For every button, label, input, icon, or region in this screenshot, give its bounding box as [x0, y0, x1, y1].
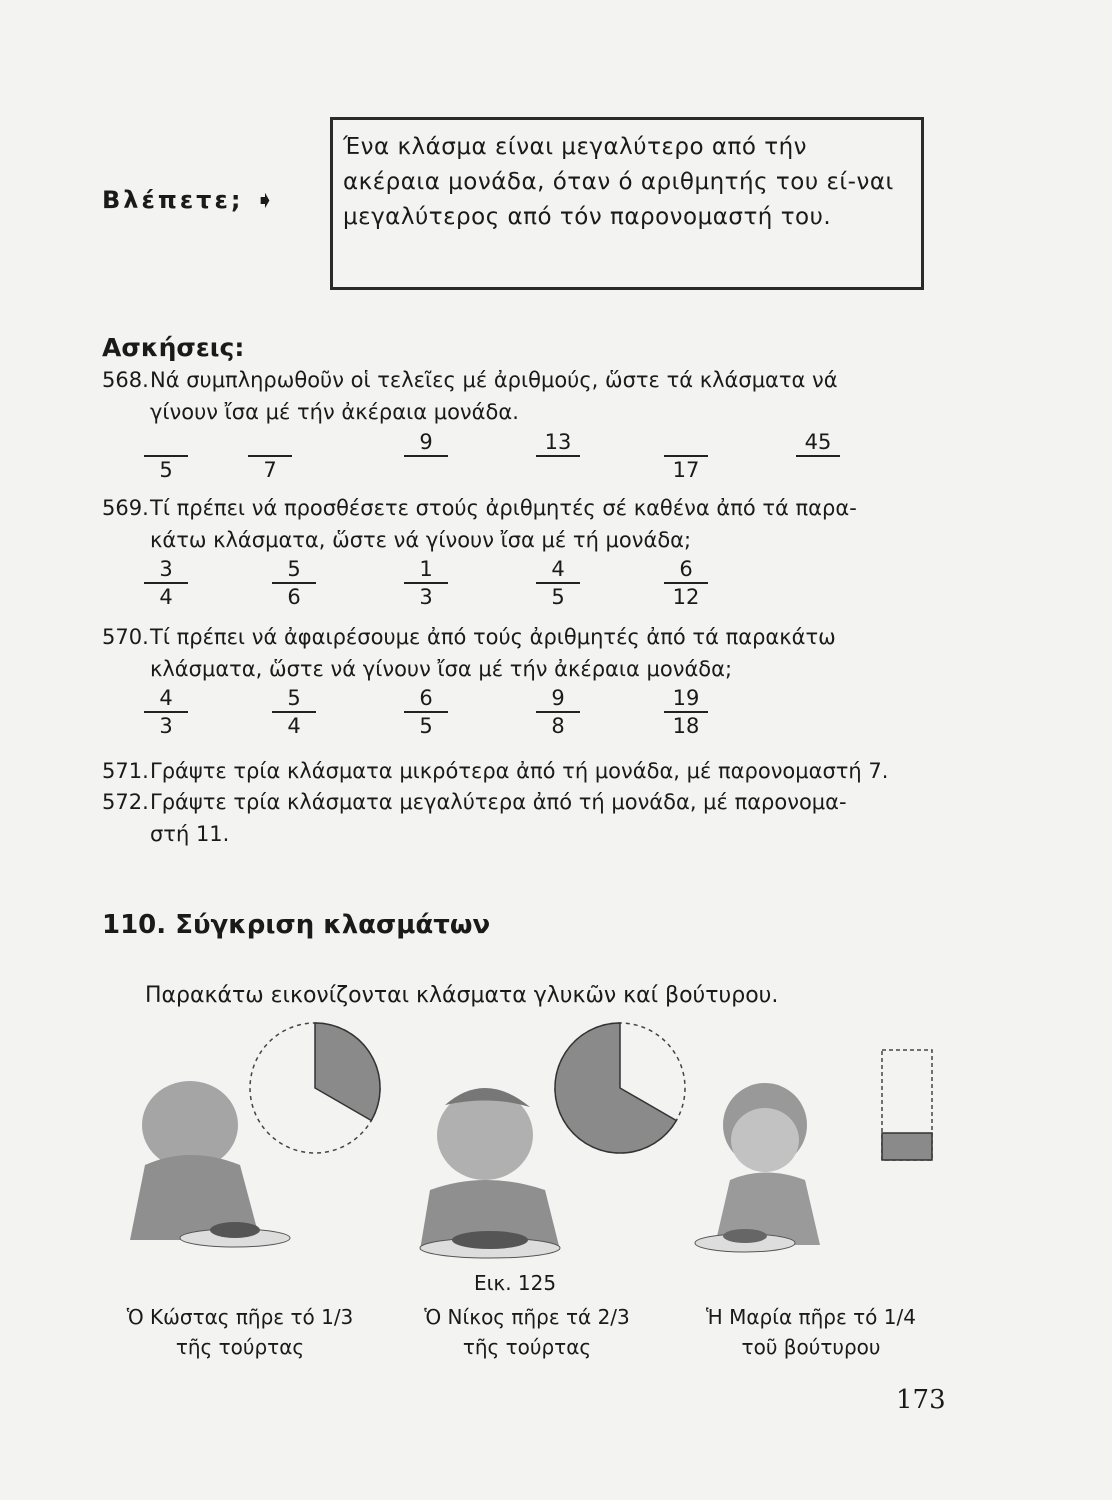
fraction: 6 5: [404, 686, 448, 738]
arrow-icon: ➧: [254, 186, 278, 214]
section-title: 110. Σύγκριση κλασμάτων: [102, 910, 491, 940]
exercise-571: 571.Γράψτε τρία κλάσματα μικρότερα ἀπό τή μονάδα, μέ παρονομαστή 7.: [102, 759, 889, 783]
fraction: 4 5: [536, 557, 580, 609]
maria-child-icon: [695, 1083, 820, 1252]
caption-nikos: Ὁ Νίκος πῆρε τά 2/3 τῆς τούρτας: [424, 1305, 630, 1359]
fraction: 9: [404, 430, 448, 482]
fraction: 4 3: [144, 686, 188, 738]
section-intro: Παρακάτω εικονίζονται κλάσματα γλυκῶν καί βούτυρου.: [145, 983, 779, 1008]
exercises-heading: Ασκήσεις:: [102, 333, 245, 362]
fraction: 7: [248, 430, 292, 482]
cake-one-third-icon: [250, 1023, 380, 1153]
fraction: 3 4: [144, 557, 188, 609]
fraction: 19 18: [664, 686, 708, 738]
exercise-572: 572.Γράψτε τρία κλάσματα μεγαλύτερα ἀπό τή μονάδα, μέ παρονομα- στή 11.: [102, 790, 847, 846]
rule-text: Ένα κλάσμα είναι μεγαλύτερο από τήν ακέραια μονάδα, όταν ό αριθμητής του εί-ναι μεγαλύτερος από τόν παρονομαστή του.: [343, 134, 894, 230]
caption-maria: Ἡ Μαρία πῆρε τό 1/4 τοῦ βούτυρου: [706, 1305, 916, 1359]
fraction: 1 3: [404, 557, 448, 609]
fraction: 5 6: [272, 557, 316, 609]
fraction: 5: [144, 430, 188, 482]
nikos-child-icon: [420, 1088, 560, 1258]
exercise-569: 569.Τί πρέπει νά προσθέσετε στούς ἀριθμητές σέ καθένα ἀπό τά παρα- κάτω κλάσματα, ὥστε νά γίνουν ἴσα μέ τή μονάδα;: [102, 496, 857, 552]
figure-illustration: [100, 1015, 960, 1280]
exercise-570: 570.Τί πρέπει νά ἀφαιρέσουμε ἀπό τούς ἀριθμητές ἀπό τά παρακάτω κλάσματα, ὥστε νά γίνουν ἴσα μέ τήν ἀκέραια μονάδα;: [102, 625, 836, 681]
exercise-568: 568.Νά συμπληρωθοῦν οἱ τελεῖες μέ ἀριθμούς, ὥστε τά κλάσματα νά γίνουν ἴσα μέ τήν ἀκέραια μονάδα.: [102, 368, 838, 424]
fraction: 9 8: [536, 686, 580, 738]
fraction: 5 4: [272, 686, 316, 738]
caption-kostas: Ὁ Κώστας πῆρε τό 1/3 τῆς τούρτας: [126, 1305, 354, 1359]
fraction: 13: [536, 430, 580, 482]
fraction: 45: [796, 430, 840, 482]
butter-quarter-icon: [882, 1050, 932, 1160]
fraction: 6 12: [664, 557, 708, 609]
fraction: 17: [664, 430, 708, 482]
page-number: 173: [896, 1385, 946, 1415]
kostas-child-icon: [130, 1081, 290, 1247]
cake-two-thirds-icon: [555, 1023, 685, 1153]
blepete-label: Βλέπετε; ➧: [102, 186, 278, 214]
rule-box: [330, 117, 924, 290]
figure-caption: Εικ. 125: [474, 1271, 557, 1295]
